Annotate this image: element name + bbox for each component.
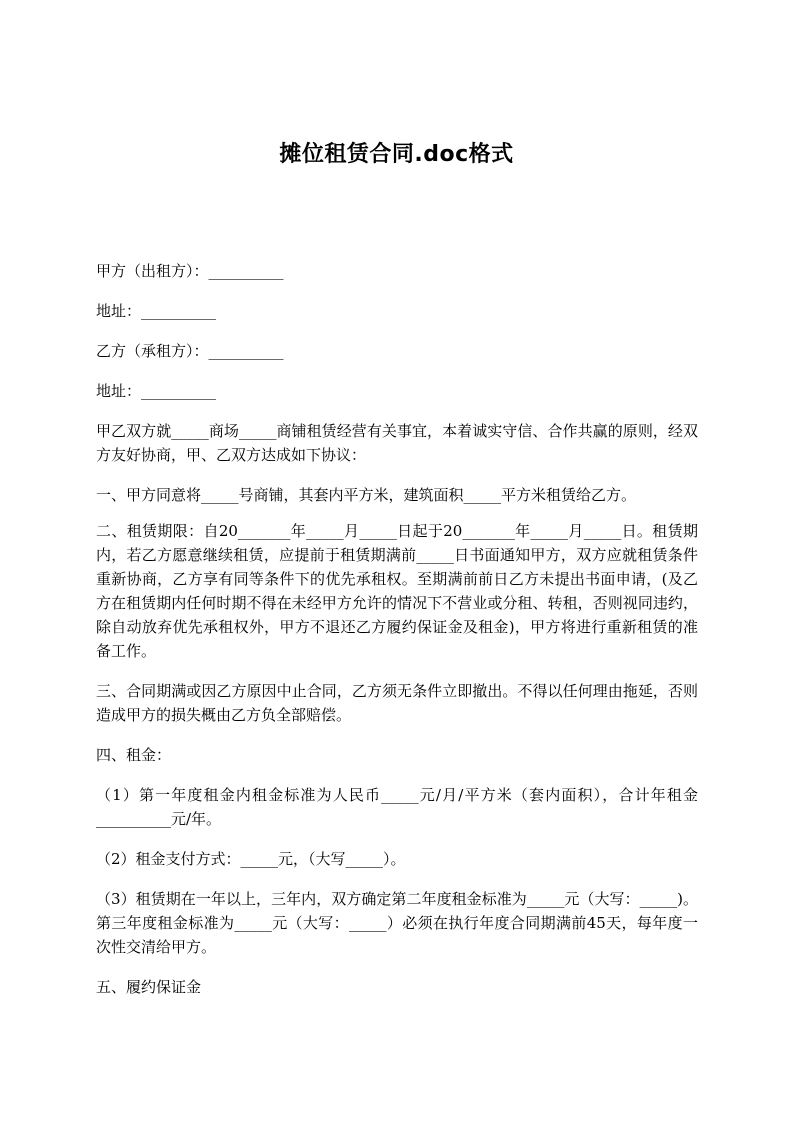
clause-1-paragraph: 一、甲方同意将_____号商铺，其套内平方米，建筑面积_____平方米租赁给乙方。 xyxy=(96,486,637,504)
clause-4-heading: 四、租金： xyxy=(96,746,172,764)
clause-4-item-3: （3）租赁期在一年以上，三年内，双方确定第二年度租金标准为_____元（大写：_____)。第三年度租金标准为_____元（大写：_____）必须在执行年度合同期满前45天，每年度一次性交清给甲方。 xyxy=(96,890,698,956)
party-b-address-line: 地址：__________ xyxy=(96,382,217,400)
clause-4-item-1: （1）第一年度租金内租金标准为人民币_____元/月/平方米（套内面积），合计年租金__________元/年。 xyxy=(96,786,698,828)
clause-2-paragraph: 二、租赁期限：自20_______年_____月_____日起于20_______年_____月_____日。租赁期内，若乙方愿意继续租赁，应提前于租赁期满前_____日书面通知甲方，双方应就租赁条件重新协商，乙方享有同等条件下的优先承租权。至期满前前日乙方未提出书面申请，(及乙方在租赁期内任何时期不得在未经甲方允许的情况下不营业或分租、转租，否则视同违约，除自动放弃优先承租权外，甲方不退还乙方履约保证金及租金)，甲方将进行重新租赁的准备工作。 xyxy=(96,522,698,660)
party-a-line: 甲方（出租方）：__________ xyxy=(96,262,284,280)
party-a-address-line: 地址：__________ xyxy=(96,302,217,320)
document-title: 摊位租赁合同.doc格式 xyxy=(279,142,514,167)
clause-5-heading: 五、履约保证金 xyxy=(96,978,202,996)
document-body xyxy=(96,259,698,1015)
clause-4-item-2: （2）租金支付方式：_____元，（大写_____）。 xyxy=(96,850,406,868)
preamble-paragraph: 甲乙双方就_____商场_____商铺租赁经营有关事宜，本着诚实守信、合作共赢的原则，经双方友好协商，甲、乙双方达成如下协议： xyxy=(96,422,698,464)
party-b-line: 乙方（承租方）：__________ xyxy=(96,342,284,360)
clause-3-paragraph: 三、合同期满或因乙方原因中止合同，乙方须无条件立即撤出。不得以任何理由拖延，否则造成甲方的损失概由乙方负全部赔偿。 xyxy=(96,682,698,724)
